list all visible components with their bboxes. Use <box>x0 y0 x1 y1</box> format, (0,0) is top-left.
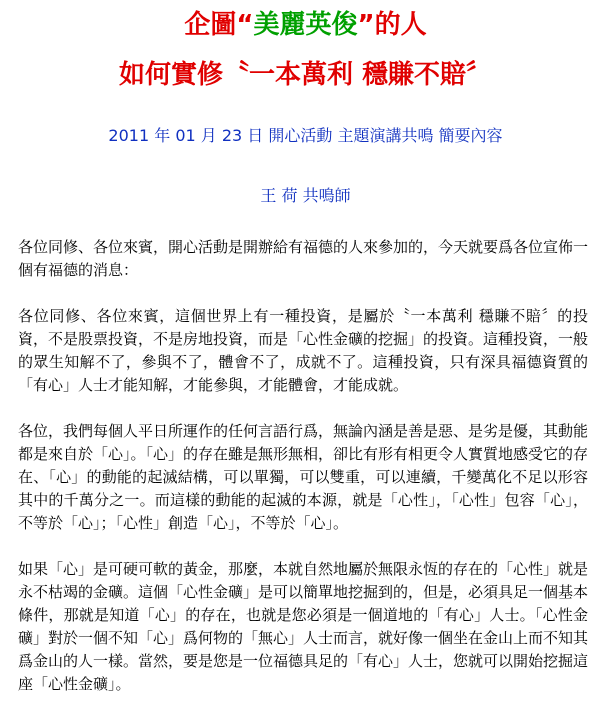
paragraph-4: 如果「心」是可硬可軟的黃金，那麼，本就自然地屬於無限永恆的存在的「心性」就是永不枯竭的金礦。這個「心性金礦」是可以簡單地挖掘到的，但是，必須具足一個基本條件，那就是知道「心」的存在，也就是您必須是一個道地的「有心」人士。「心性金礦」對於一個不知「心」爲何物的「無心」人士而言，就好像一個坐在金山上而不知其爲金山的人一樣。當然，要是您是一位福德具足的「有心」人士，您就可以開始挖掘這座「心性金礦」。 <box>18 560 589 693</box>
paragraph-1: 各位同修、各位來賓，開心活動是開辦給有福德的人來參加的，今天就要爲各位宣佈一個有福德的消息： <box>18 238 589 279</box>
title-line-1 <box>0 10 611 40</box>
paragraph-2: 各位同修、各位來賓，這個世界上有一種投資，是屬於〝一本萬利 穩賺不賠〞的投資，不是股票投資，不是房地投資，而是「心性金礦的挖掘」的投資。這種投資，一般的眾生知解不了，參與不了，體會不了，成就不了。這種投資，只有深具福德資質的「有心」人士才能知解，才能參與，才能體會，才能成就。 <box>18 307 589 394</box>
speaker-name: 王 荷 共鳴師 <box>260 186 351 205</box>
title-line-1-prefix: 企圖“ <box>184 10 254 40</box>
title-line-1-highlight: 美麗英俊 <box>253 10 358 40</box>
article-body <box>18 236 588 719</box>
event-subtitle: 2011 年 01 月 23 日 開心活動 主題演講共鳴 簡要內容 <box>108 126 503 145</box>
title-line-1-suffix: ”的人 <box>357 10 427 40</box>
paragraph-3: 各位，我們每個人平日所運作的任何言語行爲，無論內涵是善是惡、是劣是優，其動能都是來自於「心」。「心」的存在雖是無形無相，卻比有形有相更令人實質地感受它的存在、「心」的動能的起滅結構，可以單獨，可以雙重，可以連續，千變萬化不足以形容其中的千萬分之一。而這樣的動能的起滅的本源，就是「心性」，「心性」包容「心」，不等於「心」；「心性」創造「心」，不等於「心」。 <box>18 422 589 532</box>
title-line-2: 如何實修〝一本萬利 穩賺不賠〞 <box>118 60 493 90</box>
